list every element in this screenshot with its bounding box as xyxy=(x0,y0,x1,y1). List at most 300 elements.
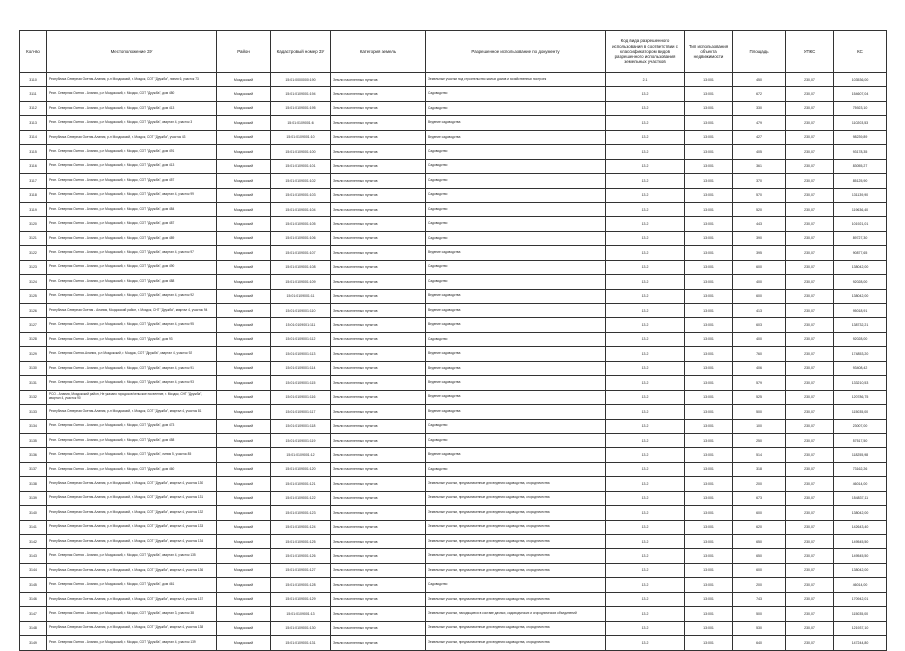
cell-upks: 230,07 xyxy=(786,419,834,433)
header-land-category: Категория земель xyxy=(331,31,426,73)
cell-permitted-use: Садоводство xyxy=(426,87,606,101)
cell-location: Респ. Северная Осетия - Алания, р-н Моздокский, г. Моздок, СОТ "Дружба", дом 490 xyxy=(47,260,217,274)
cell-district: Моздокский xyxy=(217,289,271,303)
cell-use-type: 13:001 xyxy=(685,607,733,621)
table-row xyxy=(20,361,887,375)
cell-permitted-use: Ведение садоводства xyxy=(426,130,606,144)
cell-land-category: Земли населенных пунктов xyxy=(331,361,426,375)
cell-land-category: Земли населенных пунктов xyxy=(331,636,426,650)
cell-location: Респ. Северная Осетия - Алания, р-н Моздокский, г. Моздок, СОТ "Дружба", дом 473 xyxy=(47,419,217,433)
cell-area: 413 xyxy=(733,304,786,318)
cell-number: 3113 xyxy=(20,116,47,130)
cell-district: Моздокский xyxy=(217,433,271,447)
cell-area: 603 xyxy=(733,318,786,332)
table-row xyxy=(20,563,887,577)
cell-area: 400 xyxy=(733,332,786,346)
cell-district: Моздокский xyxy=(217,101,271,115)
cell-land-category: Земли населенных пунктов xyxy=(331,231,426,245)
cell-location: Респ. Северная Осетия - Алания, р-н Моздокский, г. Моздок, СОТ "Дружба", дом 457 xyxy=(47,174,217,188)
cell-location: Республика Северная Осетия-Алания, р-н Моздокский, г. Моздок, СОТ "Дружба", участок 43 xyxy=(47,130,217,144)
cell-area: 620 xyxy=(733,520,786,534)
cell-location: Республика Северная Осетия-Алания, р-н Моздокский, г. Моздок, СОТ "Дружба", квартал 4, участок 130 xyxy=(47,477,217,491)
cell-permitted-use: Земельные участки под строительство жилых домов и хозяйственных построек xyxy=(426,73,606,87)
cell-land-category: Земли населенных пунктов xyxy=(331,174,426,188)
table-row xyxy=(20,73,887,87)
cell-use-type: 13:001 xyxy=(685,506,733,520)
cell-permitted-use: Садоводство xyxy=(426,217,606,231)
cell-cadastral-number: 15:01:0109001:109 xyxy=(271,275,331,289)
table-row xyxy=(20,217,887,231)
cell-number: 3128 xyxy=(20,332,47,346)
cell-use-type: 13:001 xyxy=(685,188,733,202)
cell-use-type: 13:001 xyxy=(685,592,733,606)
cell-district: Моздокский xyxy=(217,246,271,260)
table-row xyxy=(20,101,887,115)
cell-use-type: 13:001 xyxy=(685,520,733,534)
cell-ks: 154837,11 xyxy=(834,491,887,505)
table-row xyxy=(20,188,887,202)
cell-number: 3127 xyxy=(20,318,47,332)
cell-area: 200 xyxy=(733,477,786,491)
cell-district: Моздокский xyxy=(217,174,271,188)
cell-use-type: 13:001 xyxy=(685,87,733,101)
cell-permitted-use: Ведение садоводства xyxy=(426,390,606,404)
cell-ks: 118255,98 xyxy=(834,448,887,462)
header-use-type: Тип использования объекта недвижимости xyxy=(685,31,733,73)
cell-ks: 149545,50 xyxy=(834,535,887,549)
cell-land-category: Земли населенных пунктов xyxy=(331,116,426,130)
cell-permitted-use: Садоводство xyxy=(426,260,606,274)
cell-cadastral-number: 15:01:0109001:13 xyxy=(271,607,331,621)
cell-use-code: 13.2 xyxy=(606,491,685,505)
cell-use-code: 13.2 xyxy=(606,159,685,173)
cell-area: 500 xyxy=(733,607,786,621)
cell-district: Моздокский xyxy=(217,621,271,635)
cell-use-code: 13.2 xyxy=(606,549,685,563)
table-row xyxy=(20,419,887,433)
cell-land-category: Земли населенных пунктов xyxy=(331,318,426,332)
cell-cadastral-number: 15:01:0109001:12 xyxy=(271,448,331,462)
table-row xyxy=(20,275,887,289)
cell-use-type: 13:001 xyxy=(685,73,733,87)
cell-upks: 230,07 xyxy=(786,535,834,549)
cell-upks: 230,07 xyxy=(786,347,834,361)
cell-location: Респ. Северная Осетия - Алания, р-н Моздокский, г. Моздок, СОТ "Дружба", линия 5, участок 85 xyxy=(47,448,217,462)
cell-cadastral-number: 15:01:0109001:126 xyxy=(271,549,331,563)
cell-ks: 46014,00 xyxy=(834,477,887,491)
table-row xyxy=(20,448,887,462)
cell-upks: 230,07 xyxy=(786,390,834,404)
table-row xyxy=(20,202,887,216)
cell-use-code: 13.2 xyxy=(606,390,685,404)
cell-use-type: 13:001 xyxy=(685,116,733,130)
cell-ks: 75923,10 xyxy=(834,101,887,115)
cell-ks: 138042,00 xyxy=(834,506,887,520)
cell-area: 600 xyxy=(733,260,786,274)
cell-ks: 93408,42 xyxy=(834,361,887,375)
cell-ks: 57517,50 xyxy=(834,433,887,447)
cell-area: 250 xyxy=(733,433,786,447)
cell-district: Моздокский xyxy=(217,73,271,87)
cell-location: Республика Северная Осетия-Алания, р-н Моздокский, г. Моздок, СОТ "Дружба", квартал 4, участок 137 xyxy=(47,592,217,606)
cell-land-category: Земли населенных пунктов xyxy=(331,405,426,419)
cell-use-code: 13.2 xyxy=(606,621,685,635)
cell-use-type: 13:001 xyxy=(685,304,733,318)
header-cadastral-number: Кадастровый номер ЗУ xyxy=(271,31,331,73)
cell-area: 520 xyxy=(733,202,786,216)
cell-district: Моздокский xyxy=(217,231,271,245)
cell-number: 3143 xyxy=(20,549,47,563)
cell-cadastral-number: 15:01:0109001:105 xyxy=(271,217,331,231)
cell-use-type: 13:001 xyxy=(685,332,733,346)
cell-cadastral-number: 15:01:0109001:10 xyxy=(271,130,331,144)
cell-use-code: 13.2 xyxy=(606,318,685,332)
cell-number: 3148 xyxy=(20,621,47,635)
cell-area: 743 xyxy=(733,592,786,606)
cell-area: 427 xyxy=(733,130,786,144)
cell-number: 3116 xyxy=(20,159,47,173)
cell-location: Респ. Северная Осетия - Алания, р-н Моздокский, г. Моздок, СОТ "Дружба", квартал 4, участок 97 xyxy=(47,246,217,260)
table-header-row xyxy=(20,31,887,73)
cell-cadastral-number: 15:01:0109001:194 xyxy=(271,87,331,101)
cell-permitted-use: Земельные участки, предназначенные для ведения садоводства, огородничества xyxy=(426,592,606,606)
table-row xyxy=(20,520,887,534)
cell-permitted-use: Садоводство xyxy=(426,462,606,476)
cell-permitted-use: Садоводство xyxy=(426,433,606,447)
cell-use-code: 13.2 xyxy=(606,462,685,476)
cell-permitted-use: Земельные участки, предназначенные для ведения садоводства, огородничества xyxy=(426,549,606,563)
cell-permitted-use: Садоводство xyxy=(426,188,606,202)
cell-use-type: 13:001 xyxy=(685,174,733,188)
cell-upks: 230,07 xyxy=(786,116,834,130)
cell-district: Моздокский xyxy=(217,636,271,650)
cell-use-code: 13.2 xyxy=(606,448,685,462)
cell-number: 3134 xyxy=(20,419,47,433)
cell-upks: 230,07 xyxy=(786,376,834,390)
header-permitted-use: Разрешенное использование по документу xyxy=(426,31,606,73)
cell-area: 650 xyxy=(733,535,786,549)
cell-use-code: 13.2 xyxy=(606,607,685,621)
table-row xyxy=(20,332,887,346)
cell-use-code: 13.2 xyxy=(606,231,685,245)
cell-land-category: Земли населенных пунктов xyxy=(331,607,426,621)
cell-upks: 230,07 xyxy=(786,130,834,144)
cell-use-type: 13:001 xyxy=(685,462,733,476)
cell-number: 3131 xyxy=(20,376,47,390)
cell-use-type: 13:001 xyxy=(685,231,733,245)
table-row xyxy=(20,304,887,318)
cell-area: 579 xyxy=(733,376,786,390)
cell-use-code: 13.2 xyxy=(606,289,685,303)
cell-number: 3126 xyxy=(20,304,47,318)
cell-land-category: Земли населенных пунктов xyxy=(331,145,426,159)
cell-permitted-use: Садоводство xyxy=(426,419,606,433)
cell-use-type: 13:001 xyxy=(685,549,733,563)
cell-use-code: 13.2 xyxy=(606,520,685,534)
cell-location: Респ. Северная Осетия - Алания, р-н Моздокский, г. Моздок, СОТ "Дружба", дом 460 xyxy=(47,462,217,476)
cell-use-code: 13.2 xyxy=(606,592,685,606)
cell-location: Респ. Северная Осетия - Алания, р-н Моздокский, г. Моздок, СОТ "Дружба", квартал 4, участок 95 xyxy=(47,318,217,332)
cell-ks: 95018,91 xyxy=(834,304,887,318)
cell-land-category: Земли населенных пунктов xyxy=(331,332,426,346)
cell-land-category: Земли населенных пунктов xyxy=(331,506,426,520)
cell-number: 3124 xyxy=(20,275,47,289)
cell-number: 3112 xyxy=(20,101,47,115)
cell-use-code: 13.2 xyxy=(606,535,685,549)
header-upks: УПКС xyxy=(786,31,834,73)
cell-permitted-use: Земельные участки, предназначенные для ведения садоводства, огородничества xyxy=(426,491,606,505)
cell-area: 673 xyxy=(733,491,786,505)
cell-use-type: 13:001 xyxy=(685,636,733,650)
table-row xyxy=(20,535,887,549)
cell-cadastral-number: 15:01:0109001:113 xyxy=(271,347,331,361)
cell-use-code: 13.2 xyxy=(606,419,685,433)
cell-permitted-use: Садоводство xyxy=(426,101,606,115)
cell-upks: 230,07 xyxy=(786,361,834,375)
register-sheet xyxy=(19,30,886,651)
header-ks: КС xyxy=(834,31,887,73)
table-row xyxy=(20,462,887,476)
cell-use-code: 13.2 xyxy=(606,332,685,346)
cell-land-category: Земли населенных пунктов xyxy=(331,491,426,505)
cell-district: Моздокский xyxy=(217,592,271,606)
cell-upks: 230,07 xyxy=(786,101,834,115)
cell-land-category: Земли населенных пунктов xyxy=(331,101,426,115)
cell-cadastral-number: 15:01:0109001:102 xyxy=(271,174,331,188)
cell-ks: 93178,35 xyxy=(834,145,887,159)
cell-upks: 230,07 xyxy=(786,145,834,159)
cell-use-type: 13:001 xyxy=(685,101,733,115)
cell-use-type: 13:001 xyxy=(685,202,733,216)
cell-area: 400 xyxy=(733,275,786,289)
table-row xyxy=(20,231,887,245)
cell-ks: 138042,00 xyxy=(834,563,887,577)
cell-district: Моздокский xyxy=(217,607,271,621)
cell-location: Респ. Северная Осетия - Алания, р-н Моздокский, г. Моздок, СОТ "Дружба", дом 461 xyxy=(47,578,217,592)
cell-land-category: Земли населенных пунктов xyxy=(331,563,426,577)
cell-cadastral-number: 15:01:0109001:104 xyxy=(271,202,331,216)
cell-ks: 90877,65 xyxy=(834,246,887,260)
cell-use-type: 13:001 xyxy=(685,130,733,144)
cell-permitted-use: Садоводство xyxy=(426,332,606,346)
cell-use-type: 13:001 xyxy=(685,246,733,260)
cell-land-category: Земли населенных пунктов xyxy=(331,419,426,433)
cell-number: 3120 xyxy=(20,217,47,231)
cell-location: Респ. Северная Осетия - Алания, р-н Моздокский, г. Моздок, СОТ "Дружба", квартал 3, участок 38 xyxy=(47,607,217,621)
cell-ks: 103536,00 xyxy=(834,73,887,87)
cell-use-code: 13.2 xyxy=(606,636,685,650)
cell-district: Моздокский xyxy=(217,347,271,361)
cell-location: Респ. Северная Осетия - Алания, р-н Моздокский, г. Моздок, СОТ "Дружба", дом 480 xyxy=(47,87,217,101)
cell-upks: 230,07 xyxy=(786,159,834,173)
cell-ks: 101921,01 xyxy=(834,217,887,231)
cell-cadastral-number: 15:01:0109001:127 xyxy=(271,563,331,577)
cell-ks: 23007,00 xyxy=(834,419,887,433)
cell-location: Республика Северная Осетия-Алания, р-н Моздокский, г. Моздок, СОТ "Дружба", квартал 4, участок 136 xyxy=(47,563,217,577)
cell-location: Респ. Северная Осетия-Алания, р-н Моздокский, г. Моздок, СОТ "Дружба", квартал 4, участок 92 xyxy=(47,347,217,361)
header-location: Местоположение ЗУ xyxy=(47,31,217,73)
cell-number: 3129 xyxy=(20,347,47,361)
cell-permitted-use: Земельные участки, предназначенные для ведения садоводства, огородничества xyxy=(426,636,606,650)
cell-location: Респ. Северная Осетия - Алания, р-н Моздокский, г. Моздок, СОТ "Дружба", квартал 4, участок 135 xyxy=(47,549,217,563)
cell-cadastral-number: 15:01:0000000:190 xyxy=(271,73,331,87)
cell-district: Моздокский xyxy=(217,390,271,404)
cell-cadastral-number: 15:01:0109001:112 xyxy=(271,332,331,346)
cell-district: Моздокский xyxy=(217,159,271,173)
cell-upks: 230,07 xyxy=(786,174,834,188)
cell-permitted-use: Земельные участки, предназначенные для ведения садоводства, огородничества xyxy=(426,477,606,491)
cell-permitted-use: Земельные участки, предназначенные для ведения садоводства, огородничества xyxy=(426,520,606,534)
cell-cadastral-number: 15:01:0109001:121 xyxy=(271,477,331,491)
cell-upks: 230,07 xyxy=(786,448,834,462)
cell-use-code: 13.2 xyxy=(606,202,685,216)
cell-area: 395 xyxy=(733,246,786,260)
cell-upks: 230,07 xyxy=(786,87,834,101)
cell-use-type: 13:001 xyxy=(685,376,733,390)
cell-permitted-use: Ведение садоводства xyxy=(426,361,606,375)
cell-cadastral-number: 15:01:0109001:110 xyxy=(271,304,331,318)
cell-location: Респ. Северная Осетия - Алания, р-н Моздокский, г. Моздок, СОТ "Дружба", дом 487 xyxy=(47,217,217,231)
cell-ks: 89727,30 xyxy=(834,231,887,245)
cell-use-code: 13.2 xyxy=(606,433,685,447)
cell-use-code: 13.2 xyxy=(606,376,685,390)
cell-district: Моздокский xyxy=(217,188,271,202)
cell-upks: 230,07 xyxy=(786,607,834,621)
cell-use-code: 13.2 xyxy=(606,87,685,101)
cell-area: 318 xyxy=(733,462,786,476)
cell-upks: 230,07 xyxy=(786,202,834,216)
cell-permitted-use: Земельные участки, предназначенные для ведения садоводства, огородничества xyxy=(426,506,606,520)
cell-land-category: Земли населенных пунктов xyxy=(331,217,426,231)
cell-area: 650 xyxy=(733,549,786,563)
cell-upks: 230,07 xyxy=(786,549,834,563)
cell-ks: 149545,50 xyxy=(834,549,887,563)
cell-area: 672 xyxy=(733,87,786,101)
cell-use-code: 13.2 xyxy=(606,361,685,375)
cell-number: 3132 xyxy=(20,390,47,404)
cell-upks: 230,07 xyxy=(786,275,834,289)
cell-ks: 138732,21 xyxy=(834,318,887,332)
cell-use-type: 13:001 xyxy=(685,318,733,332)
cell-land-category: Земли населенных пунктов xyxy=(331,549,426,563)
cell-use-code: 13.2 xyxy=(606,217,685,231)
cell-district: Моздокский xyxy=(217,419,271,433)
cell-cadastral-number: 15:01:0109001:128 xyxy=(271,578,331,592)
cell-permitted-use: Ведение садоводства xyxy=(426,304,606,318)
table-row xyxy=(20,130,887,144)
table-row xyxy=(20,116,887,130)
cell-ks: 138042,00 xyxy=(834,260,887,274)
cell-number: 3110 xyxy=(20,73,47,87)
cell-area: 525 xyxy=(733,390,786,404)
cell-permitted-use: Земельные участки, находящиеся в составе дачных, садоводческих и огороднических объединений xyxy=(426,607,606,621)
cell-use-code: 13.2 xyxy=(606,347,685,361)
cell-use-type: 13:001 xyxy=(685,390,733,404)
cell-number: 3122 xyxy=(20,246,47,260)
table-row xyxy=(20,506,887,520)
cell-number: 3140 xyxy=(20,506,47,520)
table-row xyxy=(20,347,887,361)
cell-cadastral-number: 15:01:0109001:6 xyxy=(271,116,331,130)
cell-permitted-use: Ведение садоводства xyxy=(426,116,606,130)
cell-use-code: 13.2 xyxy=(606,101,685,115)
cell-cadastral-number: 15:01:0109001:130 xyxy=(271,621,331,635)
cell-area: 530 xyxy=(733,621,786,635)
cell-upks: 230,07 xyxy=(786,217,834,231)
cell-cadastral-number: 15:01:0109001:106 xyxy=(271,231,331,245)
cell-location: Респ. Северная Осетия - Алания, р-н Моздокский, г. Моздок, СОТ "Дружба", дом 489 xyxy=(47,231,217,245)
cell-number: 3146 xyxy=(20,592,47,606)
cell-ks: 92028,00 xyxy=(834,332,887,346)
cell-district: Моздокский xyxy=(217,318,271,332)
cell-use-code: 13.2 xyxy=(606,578,685,592)
cell-ks: 110203,53 xyxy=(834,116,887,130)
cell-area: 760 xyxy=(733,347,786,361)
cell-location: Респ. Северная Осетия - Алания, р-н Моздокский, г. Моздок, СОТ "Дружба", квартал 4, участок 139 xyxy=(47,636,217,650)
cell-upks: 230,07 xyxy=(786,73,834,87)
land-plots-table xyxy=(19,30,887,651)
cell-upks: 230,07 xyxy=(786,506,834,520)
cell-district: Моздокский xyxy=(217,563,271,577)
cell-use-code: 13.2 xyxy=(606,260,685,274)
cell-area: 100 xyxy=(733,419,786,433)
cell-district: Моздокский xyxy=(217,145,271,159)
cell-ks: 120786,75 xyxy=(834,390,887,404)
cell-cadastral-number: 15:01:0109001:108 xyxy=(271,260,331,274)
cell-use-type: 13:001 xyxy=(685,491,733,505)
cell-land-category: Земли населенных пунктов xyxy=(331,535,426,549)
cell-land-category: Земли населенных пунктов xyxy=(331,87,426,101)
table-row xyxy=(20,433,887,447)
cell-number: 3119 xyxy=(20,202,47,216)
cell-upks: 230,07 xyxy=(786,578,834,592)
cell-cadastral-number: 15:01:0109001:115 xyxy=(271,376,331,390)
cell-district: Моздокский xyxy=(217,304,271,318)
cell-number: 3145 xyxy=(20,578,47,592)
cell-permitted-use: Садоводство xyxy=(426,174,606,188)
cell-upks: 230,07 xyxy=(786,563,834,577)
cell-land-category: Земли населенных пунктов xyxy=(331,130,426,144)
cell-cadastral-number: 15:01:0109001:123 xyxy=(271,506,331,520)
cell-cadastral-number: 15:01:0109001:103 xyxy=(271,188,331,202)
cell-area: 330 xyxy=(733,101,786,115)
cell-district: Моздокский xyxy=(217,448,271,462)
cell-land-category: Земли населенных пунктов xyxy=(331,289,426,303)
cell-area: 200 xyxy=(733,578,786,592)
cell-cadastral-number: 15:01:0109001:129 xyxy=(271,592,331,606)
cell-upks: 230,07 xyxy=(786,405,834,419)
cell-ks: 73162,26 xyxy=(834,462,887,476)
cell-location: Республика Северная Осетия-Алания, р-н Моздокский, г. Моздок, СОТ "Дружба", квартал 4, участок 131 xyxy=(47,491,217,505)
cell-location: Республика Северная Осетия-Алания, р-н Моздокский, г. Моздок, СОТ "Дружба", квартал 4, участок 133 xyxy=(47,520,217,534)
table-row xyxy=(20,607,887,621)
table-row xyxy=(20,87,887,101)
cell-number: 3125 xyxy=(20,289,47,303)
cell-land-category: Земли населенных пунктов xyxy=(331,477,426,491)
table-row xyxy=(20,318,887,332)
cell-location: Респ. Северная Осетия - Алания, р-н Моздокский, г. Моздок, СОТ "Дружба", дом 488 xyxy=(47,275,217,289)
cell-upks: 230,07 xyxy=(786,289,834,303)
table-row xyxy=(20,174,887,188)
cell-permitted-use: Садоводство xyxy=(426,275,606,289)
cell-location: Респ. Северная Осетия - Алания, р-н Моздокский, г. Моздок, СОТ "Дружба", квартал 4, участок 99 xyxy=(47,188,217,202)
cell-district: Моздокский xyxy=(217,202,271,216)
cell-cadastral-number: 15:01:0109001:125 xyxy=(271,535,331,549)
cell-permitted-use: Садоводство xyxy=(426,231,606,245)
cell-location: Респ. Северная Осетия - Алания, р-н Моздокский, г. Моздок, СОТ "Дружба", дом 413 xyxy=(47,101,217,115)
cell-district: Моздокский xyxy=(217,520,271,534)
cell-district: Моздокский xyxy=(217,376,271,390)
